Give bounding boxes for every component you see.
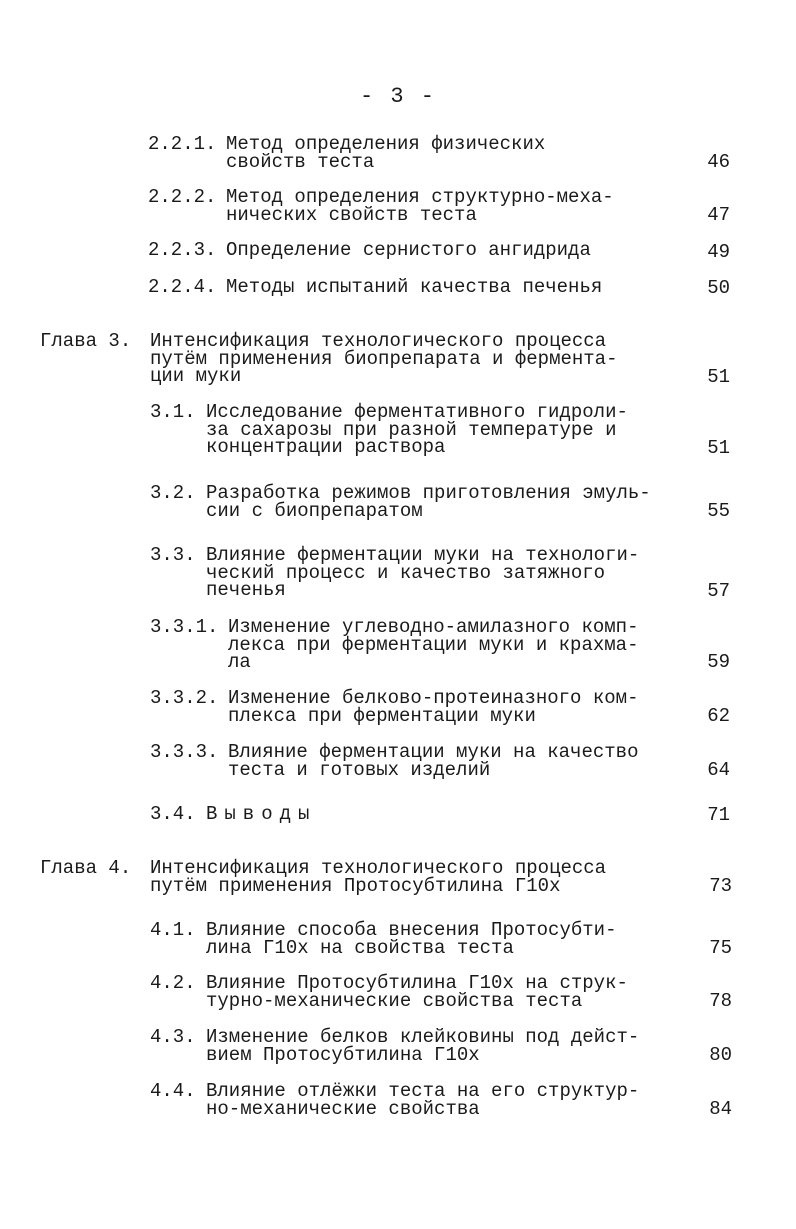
section-title: Выводы [206, 803, 317, 825]
page-number: - 3 - [359, 84, 436, 109]
section-number: 3.3.3. [150, 741, 219, 763]
page-ref: 73 [709, 875, 732, 897]
section-number: 2.2.3. [148, 239, 217, 261]
page-ref: 47 [707, 204, 730, 226]
page-ref: 57 [707, 580, 730, 602]
page-ref: 50 [707, 277, 730, 299]
section-number: 3.4. [150, 803, 196, 825]
page-ref: 55 [707, 500, 730, 522]
section-title: Метод определения физических свойств теста [226, 133, 546, 173]
page-ref: 51 [707, 366, 730, 388]
section-number: 4.1. [150, 919, 196, 941]
page-ref: 59 [707, 651, 730, 673]
page-ref: 62 [707, 705, 730, 727]
page-ref: 80 [709, 1044, 732, 1066]
section-number: 3.1. [150, 401, 196, 423]
section-title: Методы испытаний качества печенья [226, 276, 603, 298]
page-ref: 71 [707, 804, 730, 826]
section-title: Метод определения структурно-меха- нических свойств теста [226, 186, 614, 226]
page-ref: 64 [707, 759, 730, 781]
section-number: 4.3. [150, 1026, 196, 1048]
section-number: 4.4. [150, 1080, 196, 1102]
chapter-title: Интенсификация технологического процесса путём применения биопрепарата и фермента- ции муки [150, 330, 618, 387]
section-title: Влияние ферментации муки на качество теста и готовых изделий [228, 741, 639, 781]
section-title: Разработка режимов приготовления эмуль- сии с биопрепаратом [206, 482, 651, 522]
page-ref: 84 [709, 1098, 732, 1120]
section-number: 3.3.1. [150, 616, 219, 638]
chapter-label: Глава 3. [40, 330, 132, 352]
section-title: Исследование ферментативного гидроли- за сахарозы при разной температуре и концентрации раствора [206, 401, 628, 458]
section-title: Изменение белково-протеиназного ком- плекса при ферментации муки [228, 687, 639, 727]
section-number: 2.2.1. [148, 133, 217, 155]
section-number: 3.2. [150, 482, 196, 504]
section-number: 2.2.2. [148, 186, 217, 208]
section-title: Влияние ферментации муки на технологи- ческий процесс и качество затяжного печенья [206, 544, 640, 601]
chapter-label: Глава 4. [40, 857, 132, 879]
page-ref: 78 [709, 990, 732, 1012]
section-title: Изменение углеводно-амилазного комп- лекса при ферментации муки и крахма- ла [228, 616, 639, 673]
page-ref: 49 [707, 241, 730, 263]
section-title: Изменение белков клейковины под дейст- вием Протосубтилина Г10х [206, 1026, 640, 1066]
page-ref: 46 [707, 151, 730, 173]
section-title: Определение сернистого ангидрида [226, 239, 591, 261]
section-title: Влияние Протосубтилина Г10х на струк- турно-механические свойства теста [206, 972, 628, 1012]
section-number: 3.3.2. [150, 687, 219, 709]
section-number: 4.2. [150, 972, 196, 994]
section-title: Влияние отлёжки теста на его структур- но-механические свойства [206, 1080, 640, 1120]
section-number: 3.3. [150, 544, 196, 566]
section-number: 2.2.4. [148, 276, 217, 298]
section-title: Влияние способа внесения Протосубти- лина Г10х на свойства теста [206, 919, 617, 959]
page-ref: 75 [709, 937, 732, 959]
page-ref: 51 [707, 437, 730, 459]
chapter-title: Интенсификация технологического процесса путём применения Протосубтилина Г10х [150, 857, 607, 897]
